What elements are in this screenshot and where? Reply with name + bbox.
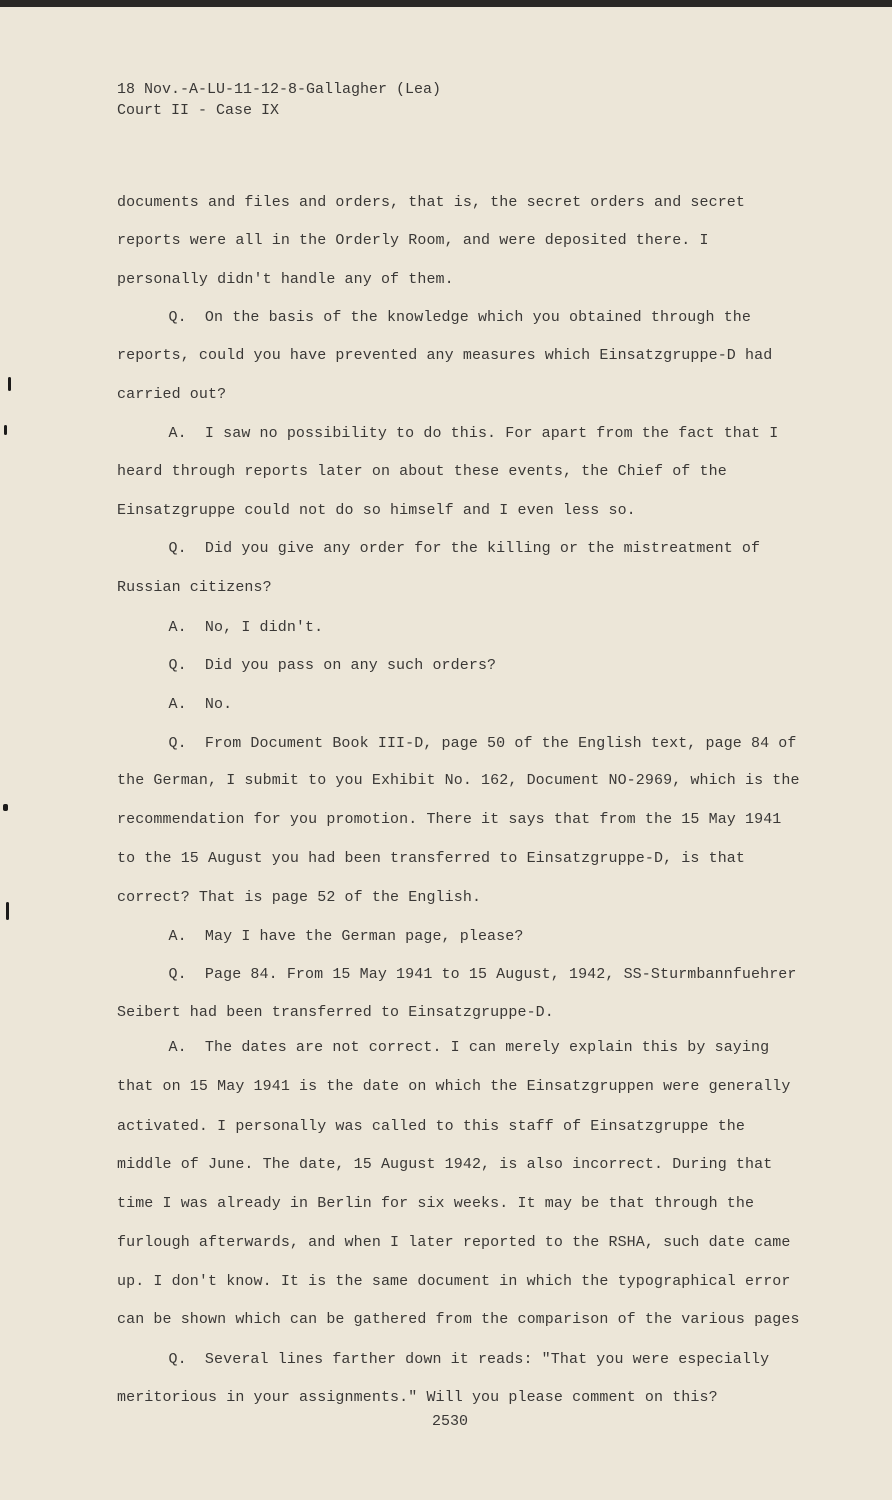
text-line: documents and files and orders, that is, the secret orders and secret [117,194,746,211]
text-line: up. I don't know. It is the same document in which the typographical error [117,1273,791,1290]
text-line: Einsatzgruppe could not do so himself and I even less so. [117,502,636,519]
text-line: correct? That is page 52 of the English. [117,889,482,906]
text-line: personally didn't handle any of them. [117,271,454,288]
text-line: A. No. [123,696,233,713]
margin-mark [4,425,7,435]
text-line: Q. Did you give any order for the killing or the mistreatment of [123,540,761,557]
header-line-1: 18 Nov.-A-LU-11-12-8-Gallagher (Lea) [117,81,442,98]
scan-top-edge [0,0,892,7]
text-line: carried out? [117,386,227,403]
text-line: A. No, I didn't. [123,619,324,636]
text-line: A. I saw no possibility to do this. For apart from the fact that I [123,425,779,442]
text-line: meritorious in your assignments." Will you please comment on this? [117,1389,718,1406]
text-line: heard through reports later on about these events, the Chief of the [117,463,727,480]
text-line: recommendation for you promotion. There it says that from the 15 May 1941 [117,811,782,828]
text-line: Q. Did you pass on any such orders? [123,657,497,674]
text-line: Seibert had been transferred to Einsatzgruppe-D. [117,1004,554,1021]
text-line: Q. Several lines farther down it reads: "That you were especially [123,1351,770,1368]
text-line: A. May I have the German page, please? [123,928,524,945]
text-line: can be shown which can be gathered from the comparison of the various pages [117,1311,800,1328]
page-number: 2530 [432,1413,469,1430]
text-line: furlough afterwards, and when I later reported to the RSHA, such date came [117,1234,791,1251]
document-page [0,7,892,1500]
document-header [117,79,441,121]
text-line: middle of June. The date, 15 August 1942, is also incorrect. During that [117,1156,773,1173]
text-line: that on 15 May 1941 is the date on which the Einsatzgruppen were generally [117,1078,791,1095]
text-line: activated. I personally was called to this staff of Einsatzgruppe the [117,1118,746,1135]
text-line: time I was already in Berlin for six weeks. It may be that through the [117,1195,755,1212]
text-line: Russian citizens? [117,579,272,596]
text-line: Q. Page 84. From 15 May 1941 to 15 August, 1942, SS-Sturmbannfuehrer [123,966,797,983]
margin-mark [3,804,8,811]
margin-mark [6,902,9,920]
text-line: reports were all in the Orderly Room, and were deposited there. I [117,232,709,249]
text-line: Q. On the basis of the knowledge which you obtained through the [123,309,752,326]
text-line: the German, I submit to you Exhibit No. 162, Document NO-2969, which is the [117,772,800,789]
header-line-2: Court II - Case IX [117,102,280,119]
text-line: A. The dates are not correct. I can merely explain this by saying [123,1039,770,1056]
text-line: reports, could you have prevented any measures which Einsatzgruppe-D had [117,347,773,364]
text-line: to the 15 August you had been transferred to Einsatzgruppe-D, is that [117,850,746,867]
text-line: Q. From Document Book III-D, page 50 of the English text, page 84 of [123,735,797,752]
margin-mark [8,377,11,391]
